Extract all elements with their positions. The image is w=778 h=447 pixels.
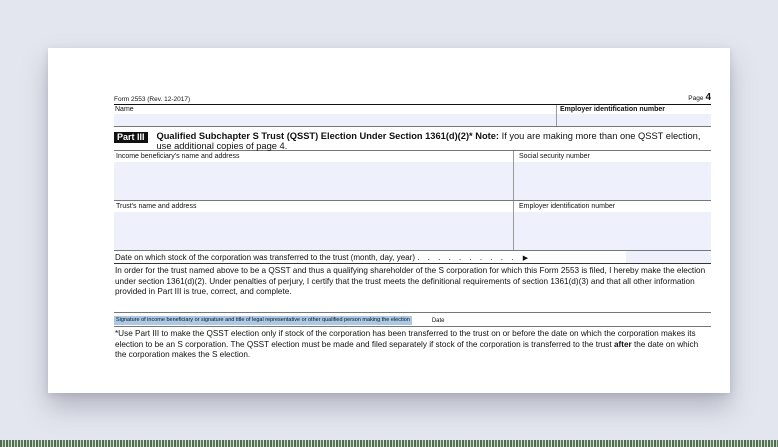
bottom-stripe (0, 440, 778, 447)
trust-name-input[interactable] (114, 212, 513, 250)
trust-ein-label: Employer identification number (519, 203, 616, 210)
form-header (114, 93, 711, 105)
footnote-emphasis: after (613, 339, 632, 349)
income-beneficiary-label: Income beneficiary's name and address (116, 153, 240, 160)
part-title: Qualified Subchapter S Trust (QSST) Election Under Section 1361(d)(2)* Note: If you are making more than one QSST election, use additional copies of page 4. (156, 131, 701, 151)
form-id: Form 2553 (Rev. 12-2017) (114, 96, 191, 103)
name-label: Name (115, 106, 134, 113)
transfer-date-input[interactable] (626, 251, 711, 263)
ssn-label: Social security number (519, 153, 590, 160)
page-number: 4 (705, 92, 711, 103)
ssn-input[interactable] (514, 162, 711, 200)
income-beneficiary-field[interactable] (114, 151, 513, 200)
ein-field[interactable] (556, 105, 711, 126)
trust-name-field[interactable] (114, 201, 513, 250)
ssn-field[interactable] (513, 151, 711, 200)
part-badge: Part III (114, 132, 148, 143)
transfer-date-row (114, 251, 711, 264)
ein-label: Employer identification number (560, 106, 666, 113)
part-iii-header (114, 127, 711, 151)
name-input[interactable] (114, 114, 556, 126)
signature-row (114, 312, 711, 325)
trust-row (114, 201, 711, 251)
name-row (114, 105, 711, 127)
trust-name-label: Trust's name and address (116, 203, 197, 210)
note-text: If you are making more than one QSST election, use additional copies of page 4. (156, 131, 701, 151)
leader-dots: . . . . . . . . . . (417, 253, 517, 262)
document-page (48, 48, 730, 393)
page-indicator: Page 4 (688, 92, 711, 103)
certification-text: In order for the trust named above to be a QSST and thus a qualifying shareholder of the S corporation for which this Form 2553 is filed, I hereby make the election under section 1361(d)(2). Under penalties of perjury, I certify that the trust meets the definitional requirements of section 1361(d)(3) and that all other information provided in Part III is true, correct, and complete. (115, 266, 706, 297)
transfer-date-label: Date on which stock of the corporation was transferred to the trust (month, day, year) (115, 253, 415, 262)
income-beneficiary-input[interactable] (114, 162, 513, 200)
arrow-right-icon: ▶ (522, 255, 529, 262)
name-field[interactable] (114, 105, 556, 126)
trust-ein-field[interactable] (513, 201, 711, 250)
date-label: Date (431, 318, 445, 324)
note-label: Note: (475, 131, 500, 141)
ein-input[interactable] (557, 114, 711, 126)
beneficiary-row (114, 151, 711, 201)
signature-field[interactable]: Signature of income beneficiary or signature and title of legal representative or other qualified person making the election (116, 317, 410, 323)
trust-ein-input[interactable] (514, 212, 711, 250)
form-2553-page-4 (114, 93, 711, 361)
footnote: *Use Part III to make the QSST election only if stock of the corporation has been transferred to the trust on or before the date on which the corporation makes its election to be an S corporation. The QSST election must be made and filed separately if stock of the corporation is transferred to the trust after the date on which the corporation makes the S election. (115, 329, 699, 360)
